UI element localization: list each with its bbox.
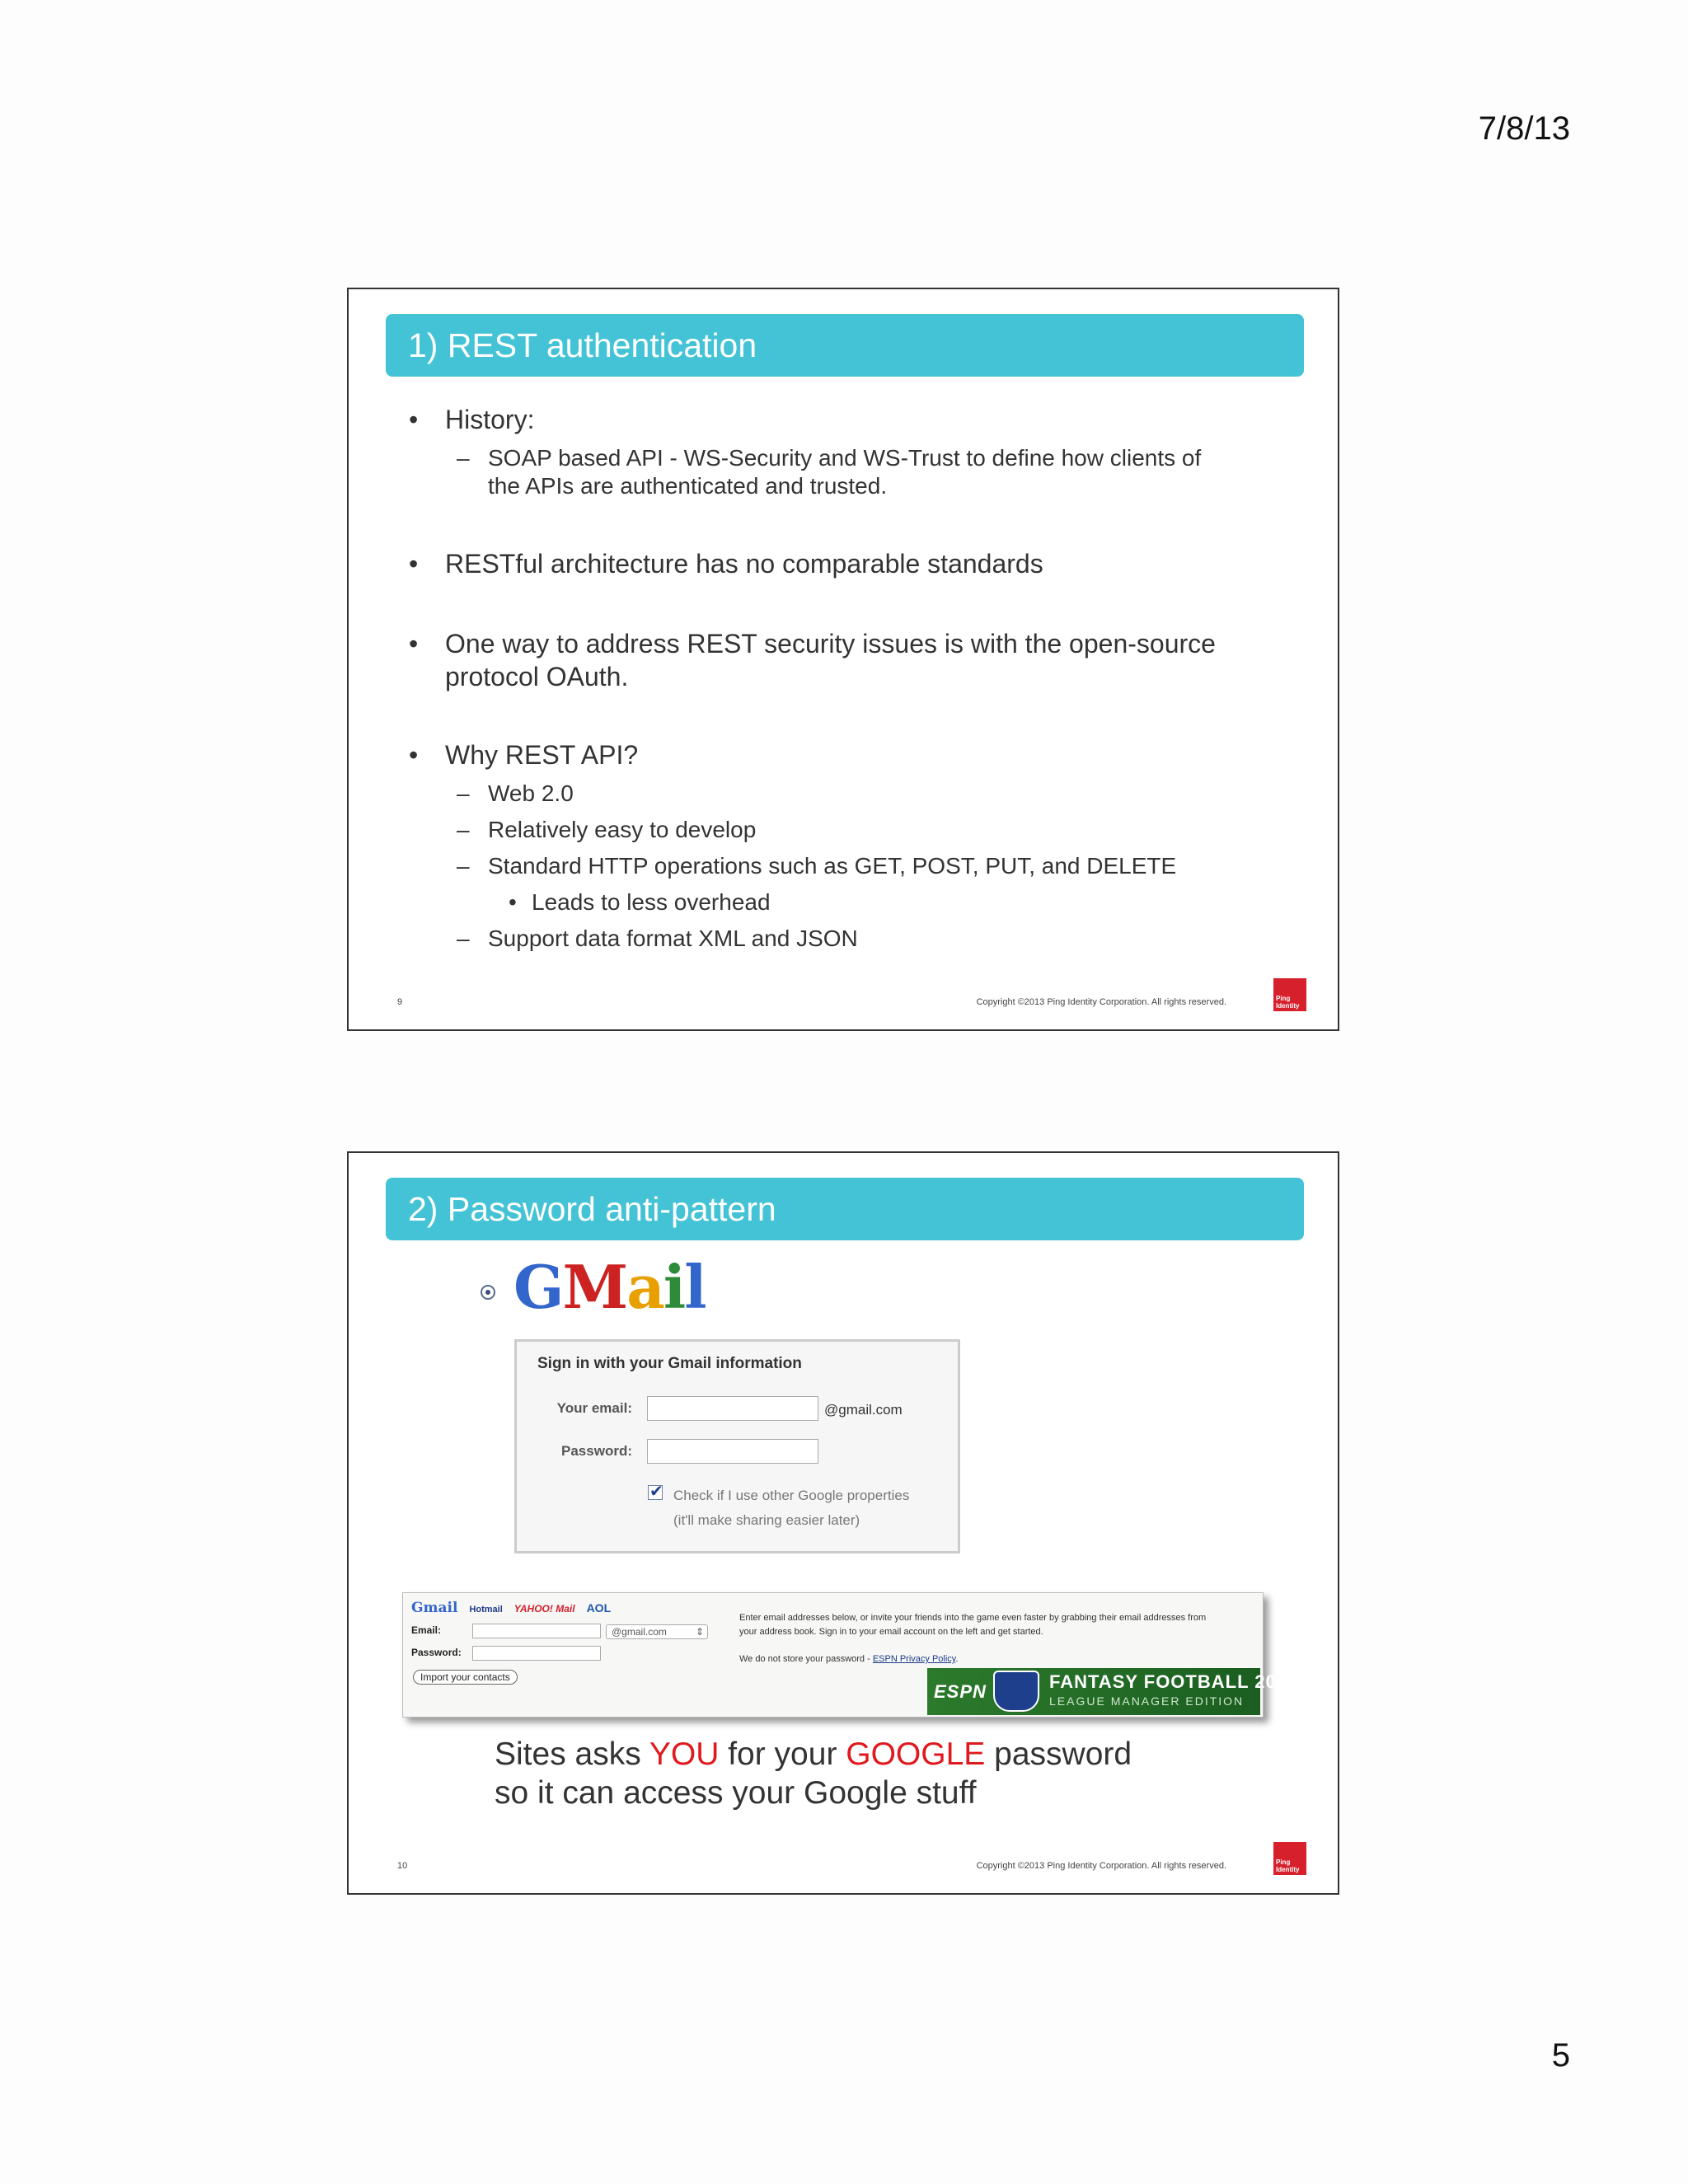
dash-icon: – [457, 817, 470, 842]
caption-text: for your [719, 1736, 846, 1772]
bullet-icon: • [409, 629, 419, 658]
sub-bullet-web20 [457, 780, 574, 807]
sub-bullet-text: Relatively easy to develop [488, 817, 757, 842]
slide-title: 2) Password anti-pattern [386, 1178, 1304, 1240]
slide-number: 10 [397, 1861, 408, 1871]
signin-title: Sign in with your Gmail information [537, 1355, 802, 1372]
sub-bullet-text: Support data format XML and JSON [488, 926, 858, 951]
bullet-line: One way to address REST security issues is with the open-source [445, 629, 1216, 658]
provider-aol[interactable]: AOL [586, 1601, 612, 1615]
slide-caption [495, 1735, 1132, 1812]
email-provider-logos [411, 1600, 622, 1616]
sub-bullet-http [457, 853, 1177, 879]
provider-hotmail[interactable]: Hotmail [469, 1605, 503, 1615]
espn-contacts-import [402, 1592, 1299, 1718]
gmail-logo [513, 1252, 706, 1322]
domain-select[interactable] [606, 1624, 708, 1639]
password-label: Password: [411, 1647, 462, 1658]
email-suffix: @gmail.com [824, 1402, 903, 1418]
sub-sub-bullet-overhead [509, 889, 771, 916]
bullet-text: History: [445, 405, 535, 434]
checkbox-icon[interactable] [648, 1485, 663, 1500]
import-contacts-button[interactable]: Import your contacts [413, 1670, 518, 1685]
caption-text: password [985, 1736, 1132, 1772]
slide-rest-authentication [347, 288, 1339, 1031]
privacy-note [739, 1654, 959, 1664]
copyright: Copyright ©2013 Ping Identity Corporation. All rights reserved. [976, 997, 1226, 1007]
privacy-text: We do not store your password - [739, 1654, 873, 1664]
provider-gmail[interactable]: Gmail [411, 1600, 458, 1616]
email-label: Email: [411, 1624, 442, 1636]
bullet-icon: • [409, 740, 419, 770]
select-arrows-icon: ⇕ [695, 1626, 704, 1638]
dash-icon: – [457, 853, 470, 879]
bullet-oauth [409, 627, 1216, 693]
bullet-icon: • [509, 889, 517, 915]
caption-line-2: so it can access your Google stuff [495, 1775, 977, 1811]
dash-icon: – [457, 780, 470, 806]
checkbox-label-line: (it'll make sharing easier later) [673, 1512, 860, 1528]
caption-highlight: GOOGLE [846, 1736, 986, 1772]
password-field[interactable] [647, 1439, 818, 1464]
football-shield-icon [993, 1671, 1039, 1712]
caption-highlight: YOU [649, 1736, 720, 1772]
bullet-text: Why REST API? [445, 740, 639, 770]
bullet-history [409, 405, 535, 435]
email-field[interactable] [647, 1396, 818, 1421]
copyright: Copyright ©2013 Ping Identity Corporation. All rights reserved. [976, 1861, 1226, 1871]
radio-icon[interactable] [481, 1285, 495, 1300]
email-label: Your email: [556, 1400, 632, 1416]
bullet-icon: • [409, 549, 419, 579]
slide-number: 9 [397, 997, 403, 1007]
sub-bullet-text: Leads to less overhead [532, 889, 771, 915]
caption-text: Sites asks [495, 1736, 649, 1772]
page-number: 5 [1551, 2037, 1570, 2074]
logo-line: Identity [1276, 1002, 1300, 1010]
checkbox-label-line: Check if I use other Google properties [673, 1488, 910, 1503]
sub-bullet-line: the APIs are authenticated and trusted. [488, 473, 888, 499]
logo-letter: a [626, 1252, 663, 1322]
bullet-restful [409, 549, 1043, 579]
sub-bullet-text: Web 2.0 [488, 780, 574, 806]
email-field[interactable] [472, 1624, 601, 1638]
gmail-signin-form [514, 1339, 960, 1554]
dash-icon: – [457, 445, 470, 471]
ping-identity-logo [1273, 978, 1306, 1011]
logo-letter: l [684, 1252, 706, 1322]
slide-title: 1) REST authentication [386, 314, 1304, 377]
privacy-end: . [955, 1654, 959, 1664]
espn-logo: ESPN [934, 1681, 987, 1702]
banner-title: FANTASY FOOTBALL 2010 [1049, 1671, 1299, 1692]
domain-select-value: @gmail.com [612, 1626, 667, 1638]
sub-bullet-format [457, 926, 858, 952]
logo-letter: G [513, 1252, 563, 1322]
password-label: Password: [561, 1443, 632, 1459]
banner-subtitle: LEAGUE MANAGER EDITION [1049, 1694, 1245, 1708]
privacy-link[interactable]: ESPN Privacy Policy [872, 1654, 956, 1664]
provider-yahoo[interactable]: YAHOO! Mail [513, 1603, 575, 1615]
sub-bullet-soap [457, 444, 1202, 500]
dash-icon: – [457, 926, 470, 951]
ping-identity-logo [1273, 1842, 1306, 1875]
bullet-text: RESTful architecture has no comparable standards [445, 549, 1043, 579]
slide-password-anti-pattern [347, 1151, 1339, 1895]
fantasy-football-banner[interactable] [927, 1668, 1299, 1715]
logo-line: Ping [1276, 1858, 1291, 1866]
bullet-line: protocol OAuth. [445, 662, 629, 691]
sub-bullet-easy [457, 817, 757, 843]
logo-line: Identity [1276, 1866, 1300, 1873]
page-date: 7/8/13 [1478, 110, 1570, 147]
logo-letter: i [663, 1252, 685, 1322]
bullet-why-rest [409, 740, 639, 771]
logo-line: Ping [1276, 995, 1291, 1002]
bullet-icon: • [409, 405, 419, 434]
import-instructions: Enter email addresses below, or invite your friends into the game even faster by grabbing their email addresses from your address book. Sign in to your email account on the left and get started. [739, 1613, 1207, 1637]
password-field[interactable] [472, 1646, 601, 1661]
sub-bullet-line: SOAP based API - WS-Security and WS-Trust to define how clients of [488, 445, 1202, 471]
caption-line-1 [495, 1735, 1132, 1774]
logo-letter: M [562, 1252, 627, 1322]
sub-bullet-text: Standard HTTP operations such as GET, POST, PUT, and DELETE [488, 853, 1177, 879]
checkbox-label [673, 1483, 909, 1533]
